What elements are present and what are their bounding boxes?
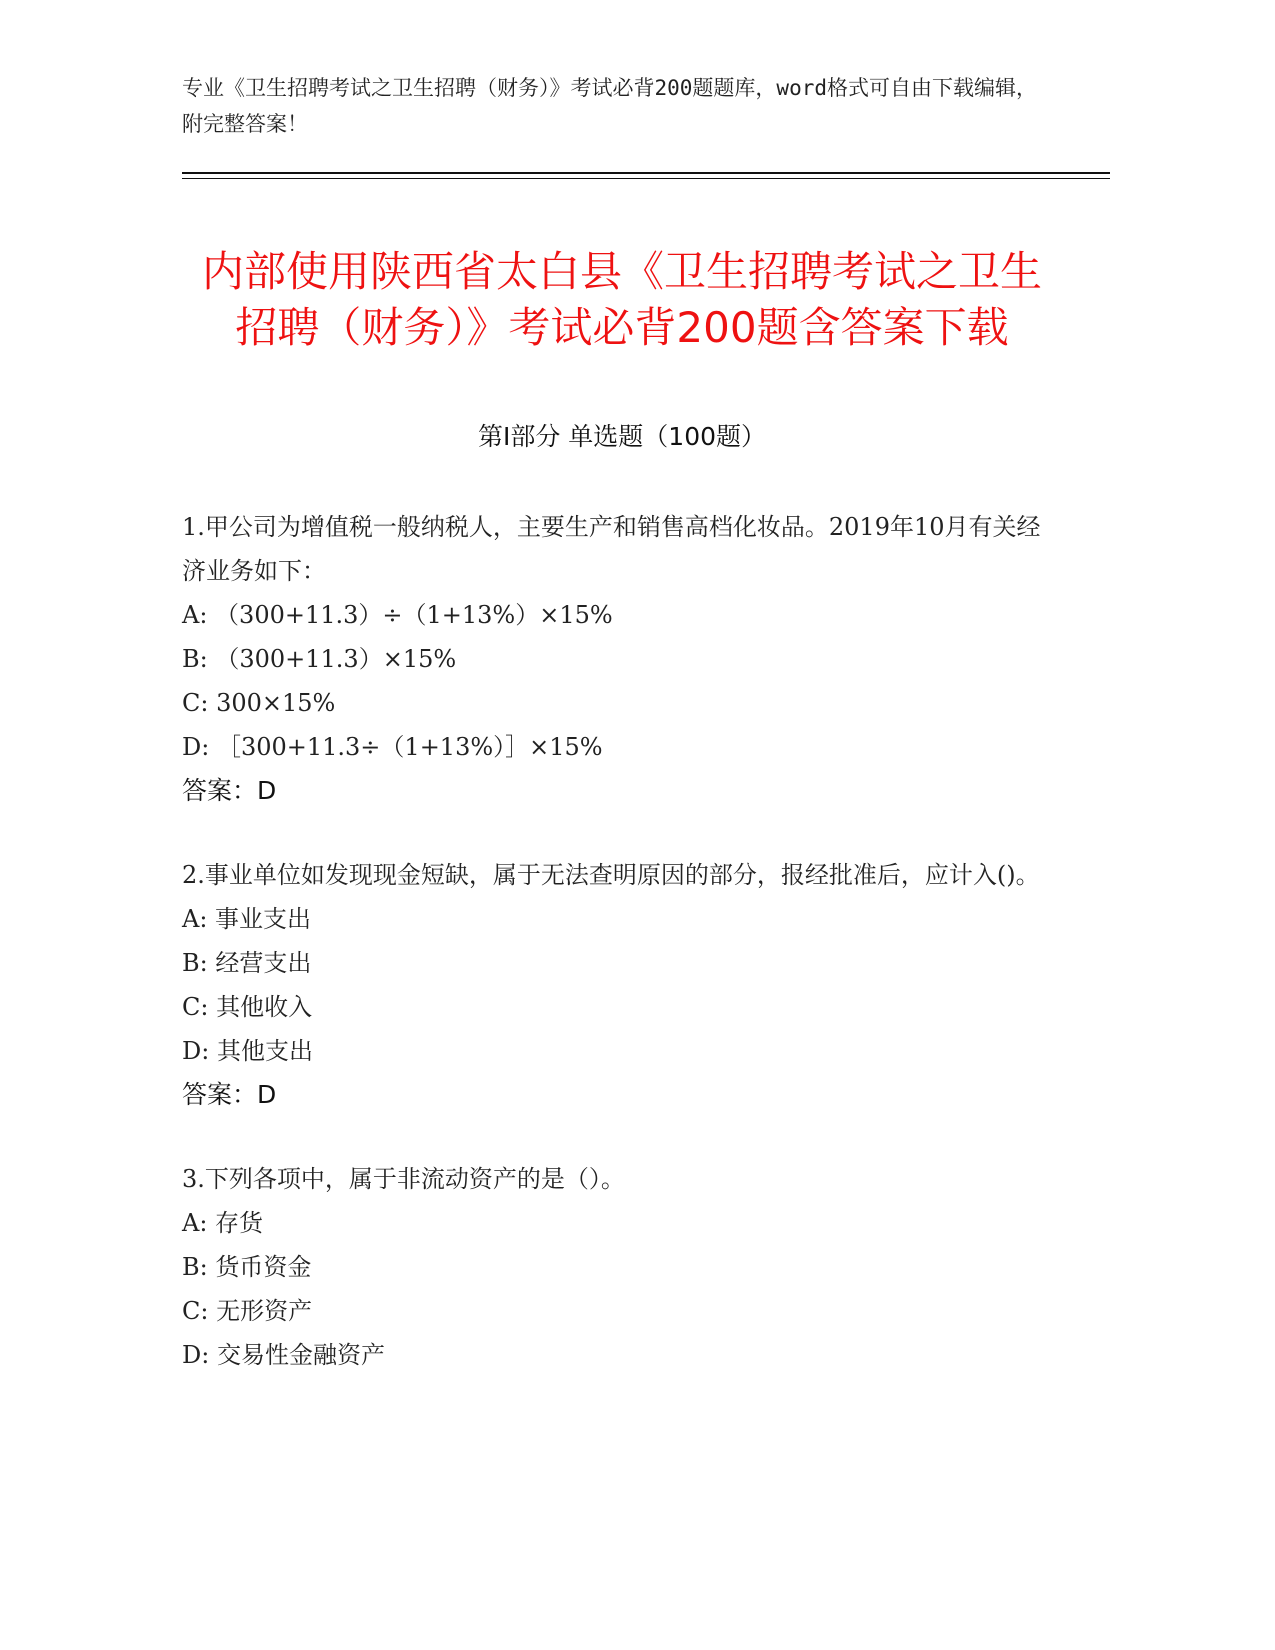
question-3 (182, 1157, 1042, 1377)
question-list (182, 505, 1042, 1417)
option-a: A: （300+11.3）÷（1+13%）×15% (182, 601, 613, 629)
header-note: 专业《卫生招聘考试之卫生招聘（财务）》考试必背200题题库，word格式可自由下载编辑，附完整答案！ (182, 76, 1037, 136)
option-c: C: 其他收入 (182, 993, 313, 1021)
question-text: 3.下列各项中，属于非流动资产的是（）。 (182, 1165, 625, 1193)
option-b: B: 货币资金 (182, 1253, 312, 1281)
question-text: 2.事业单位如发现现金短缺，属于无法查明原因的部分，报经批准后，应计入()。 (182, 861, 1040, 889)
section-title: 第I部分 单选题（100题） (477, 422, 767, 451)
option-a: A: 事业支出 (182, 905, 312, 933)
option-b: B: （300+11.3）×15% (182, 645, 457, 673)
option-d: D: 其他支出 (182, 1037, 313, 1065)
option-d: D: 交易性金融资产 (182, 1341, 385, 1369)
question-2 (182, 853, 1042, 1117)
option-d: D: ［300+11.3÷（1+13%）］×15% (182, 733, 603, 761)
option-c: C: 无形资产 (182, 1297, 313, 1325)
header-divider-thin (182, 178, 1110, 179)
answer: 答案：D (182, 776, 277, 805)
answer: 答案：D (182, 1080, 277, 1109)
question-text: 1.甲公司为增值税一般纳税人，主要生产和销售高档化妆品。2019年10月有关经济业务如下： (182, 513, 1041, 585)
document-title: 内部使用陕西省太白县《卫生招聘考试之卫生招聘（财务）》考试必背200题含答案下载 (201, 247, 1042, 353)
question-1 (182, 505, 1042, 813)
option-b: B: 经营支出 (182, 949, 312, 977)
option-c: C: 300×15% (182, 689, 336, 717)
option-a: A: 存货 (182, 1209, 264, 1237)
header-divider-thick (182, 172, 1110, 174)
